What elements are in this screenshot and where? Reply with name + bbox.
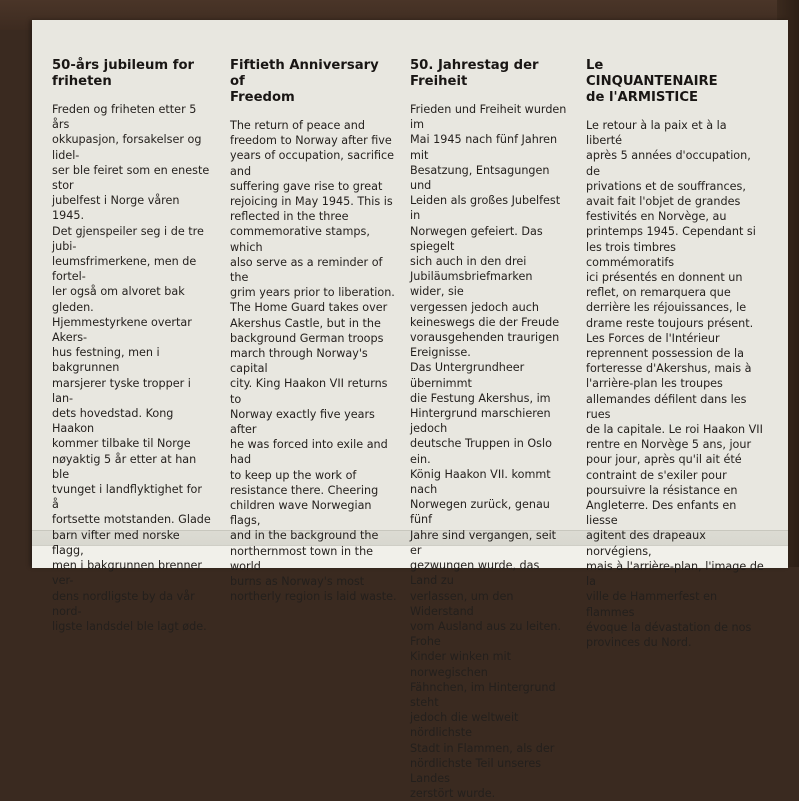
- heading-french-line1: Le: [586, 58, 604, 73]
- body-norwegian: Freden og friheten etter 5 års okkupasjon, forsakelser og lidel- ser ble feiret som en eneste stor jubelfest i Norge våren 1945. Det gjenspeiler seg i de tre jubi- leumsfrimerkene, men de fortel- ler også om alvoret bak gleden. Hjemmestyrkene overtar Akers- hus festning, men i bakgrunnen marsjerer tyske tropper i lan- dets hovedstad. Kong Haakon kommer tilbake til Norge nøyaktig 5 år etter at han ble tvunget i landflyktighet for å fortsette motstanden. Glade barn vifter med norske flagg, men i bakgrunnen brenner ver- dens nordligste by da vår nord- ligste landsdel ble lagt øde.: [52, 103, 211, 633]
- column-english: [230, 58, 398, 605]
- heading-german: 50. Jahrestag der Freiheit: [410, 58, 539, 89]
- body-german: Frieden und Freiheit wurden im Mai 1945 nach fünf Jahren mit Besatzung, Entsagungen und Leiden als großes Jubelfest in Norwegen gefeiert. Das spiegelt sich auch in den drei Jubiläumsbriefmarken wider, sie vergessen jedoch auch keineswegs die der Freude vorausgehenden traurigen Ereignisse. Das Untergrundheer übernimmt die Festung Akershus, im Hintergrund marschieren jedoch deutsche Truppen in Oslo ein. König Haakon VII. kommt nach Norwegen zurück, genau fünf Jahre sind vergangen, seit er gezwungen wurde, das Land zu verlassen, um den Widerstand vom Ausland aus zu leiten. Frohe Kinder winken mit norwegischen Fähnchen, im Hintergrund steht jedoch die weltweit nördlichste Stadt in Flammen, als der nördlichste Teil unseres Landes zerstört wurde.: [410, 103, 567, 801]
- column-french: [586, 58, 766, 650]
- body-english: The return of peace and freedom to Norway after five years of occupation, sacrifice and suffering gave rise to great rejoicing in May 1945. This is reflected in the three commemorative stamps, which also serve as a reminder of the grim years prior to liberation. The Home Guard takes over Akershus Castle, but in the background German troops march through Norway's capital city. King Haakon VII returns to Norway exactly five years after he was forced into exile and had to keep up the work of resistance there. Cheering children wave Norwegian flags, and in the background the northernmost town in the world burns as Norway's most northerly region is laid waste.: [230, 119, 397, 604]
- text-columns: [32, 20, 788, 801]
- heading-norwegian: 50-års jubileum for friheten: [52, 58, 195, 89]
- heading-french-line2: CINQUANTENAIRE de l'ARMISTICE: [586, 74, 718, 105]
- column-german: [410, 58, 568, 801]
- column-norwegian: [52, 58, 212, 634]
- body-french: Le retour à la paix et à la liberté après 5 années d'occupation, de privations et de souffrances, avait fait l'objet de grandes festivités en Norvège, au printemps 1945. Cependant si les trois timbres commémoratifs ici présentés en donnent un reflet, on remarquera que derrière les réjouissances, le drame reste toujours présent. Les Forces de l'Intérieur reprennent possession de la forteresse d'Akershus, mais à l'arrière-plan les troupes allemandes défilent dans les rues de la capitale. Le roi Haakon VII rentre en Norvège 5 ans, jour pour jour, après qu'il ait été contraint de s'exiler pour poursuivre la résistance en Angleterre. Des enfants en liesse agitent des drapeaux norvégiens, mais à l'arrière-plan, l'image de la ville de Hammerfest en flammes évoque la dévastation de nos provinces du Nord.: [586, 119, 764, 649]
- heading-french: [586, 58, 766, 106]
- heading-english: Fiftieth Anniversary of Freedom: [230, 58, 379, 105]
